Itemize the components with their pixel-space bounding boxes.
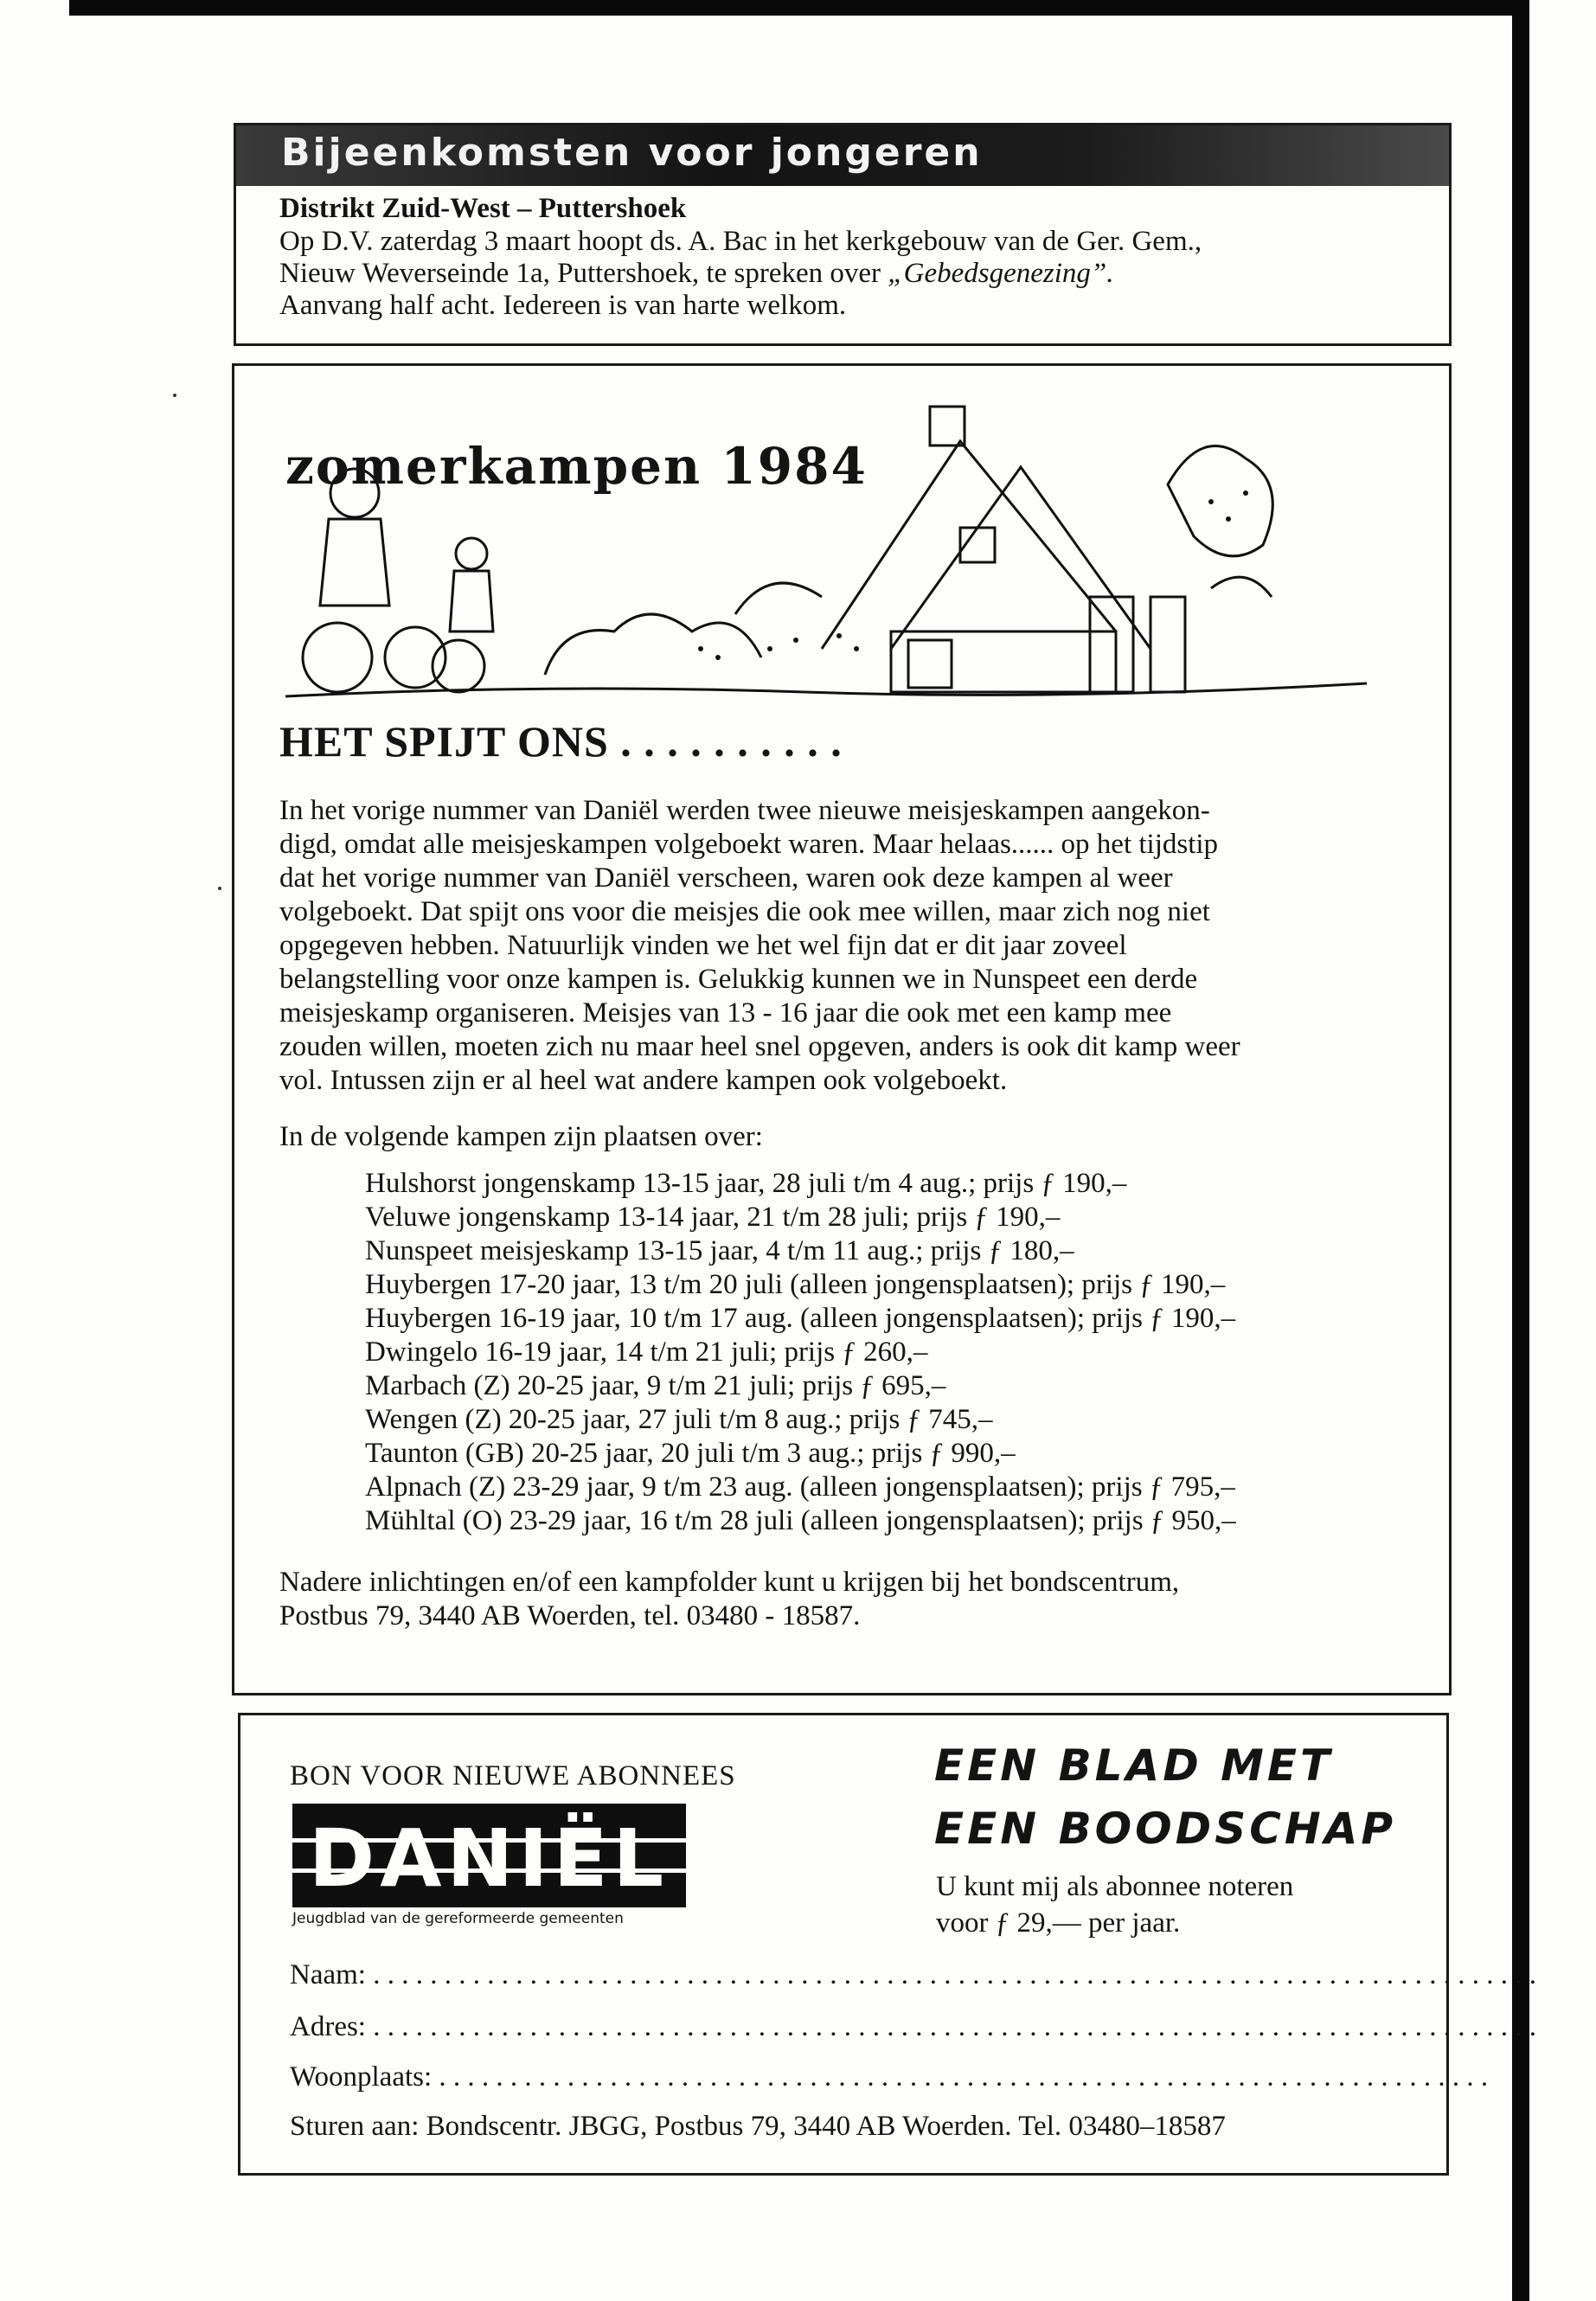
name-field[interactable]: Naam: . . . . . . . . . . . . . . . . . . . . . . . . . . . . . . . . . . . . . . . . . . . . . . . . . . . . . . . . . . . . . . . . . . . . . . . . . . . . . . . . . . [290, 1959, 1536, 1990]
coupon-heading: BON VOOR NIEUWE ABONNEES [290, 1760, 736, 1791]
camp-item: Hulshorst jongenskamp 13-15 jaar, 28 juli t/m 4 aug.; prijs ƒ 190,– [365, 1168, 1127, 1199]
paragraph-line: zouden willen, moeten zich nu maar heel snel opgeven, anders is ook dit kamp weer [279, 1031, 1240, 1062]
paragraph-line: digd, omdat alle meisjeskampen volgeboekt waren. Maar helaas...... op het tijdstip [279, 829, 1219, 860]
camp-item: Alpnach (Z) 23-29 jaar, 9 t/m 23 aug. (alleen jongensplaatsen); prijs ƒ 795,– [365, 1471, 1235, 1503]
het-spijt-ons-heading: HET SPIJT ONS . . . . . . . . . . [279, 717, 843, 766]
subscription-text-1: U kunt mij als abonnee noteren [936, 1871, 1294, 1902]
paragraph-line: opgegeven hebben. Natuurlijk vinden we het wel fijn dat er dit jaar zoveel [279, 930, 1127, 961]
scan-top-edge [69, 0, 1522, 16]
camp-item: Taunton (GB) 20-25 jaar, 20 juli t/m 3 aug.; prijs ƒ 990,– [365, 1438, 1016, 1469]
camp-item: Wengen (Z) 20-25 jaar, 27 juli t/m 8 aug.; prijs ƒ 745,– [365, 1404, 993, 1435]
paragraph-line: dat het vorige nummer van Daniël verscheen, waren ook deze kampen al weer [279, 862, 1173, 894]
scan-speck [218, 887, 221, 890]
camps-intro: In de volgende kampen zijn plaatsen over: [279, 1121, 763, 1152]
zomerkampen-title: zomerkampen 1984 [285, 437, 868, 496]
camp-item: Mühltal (O) 23-29 jaar, 16 t/m 28 juli (alleen jongensplaatsen); prijs ƒ 950,– [365, 1505, 1236, 1536]
info-line-2: Postbus 79, 3440 AB Woerden, tel. 03480 - 18587. [279, 1600, 861, 1631]
meeting-line-2: Nieuw Weverseinde 1a, Puttershoek, te spreken over „Gebedsgenezing”. [279, 258, 1114, 289]
camp-item: Marbach (Z) 20-25 jaar, 9 t/m 21 juli; prijs ƒ 695,– [365, 1370, 946, 1401]
slogan-line-1: EEN BLAD MET [934, 1740, 1334, 1791]
subscription-text-2: voor ƒ 29,— per jaar. [936, 1907, 1181, 1939]
meeting-line-3: Aanvang half acht. Iedereen is van harte welkom. [279, 290, 847, 321]
banner-title: Bijeenkomsten voor jongeren [281, 131, 983, 175]
bijeenkomsten-box [234, 123, 1452, 346]
daniel-logo-text: DANIËL [308, 1812, 670, 1905]
camp-item: Nunspeet meisjeskamp 13-15 jaar, 4 t/m 11 aug.; prijs ƒ 180,– [365, 1235, 1074, 1266]
camp-item: Dwingelo 16-19 jaar, 14 t/m 21 juli; prijs ƒ 260,– [365, 1336, 928, 1368]
city-field[interactable]: Woonplaats: . . . . . . . . . . . . . . . . . . . . . . . . . . . . . . . . . . . . . . . . . . . . . . . . . . . . . . . . . . . . . . . . . . . . . . . . . . [290, 2061, 1489, 2093]
paragraph-line: belangstelling voor onze kampen is. Gelukkig kunnen we in Nunspeet een derde [279, 964, 1198, 995]
paragraph-line: meisjeskamp organiseren. Meisjes van 13 - 16 jaar die ook met een kamp mee [279, 997, 1172, 1029]
meeting-line-1: Op D.V. zaterdag 3 maart hoopt ds. A. Bac in het kerkgebouw van de Ger. Gem., [279, 226, 1202, 257]
scan-speck [173, 394, 176, 397]
scan-right-edge [1512, 0, 1529, 2301]
slogan-line-2: EEN BOODSCHAP [934, 1804, 1397, 1854]
banner [236, 125, 1449, 186]
district-heading: Distrikt Zuid-West – Puttershoek [279, 193, 687, 224]
logo-subtitle: Jeugdblad van de gereformeerde gemeenten [292, 1910, 624, 1927]
info-line-1: Nadere inlichtingen en/of een kampfolder kunt u krijgen bij het bondscentrum, [279, 1567, 1180, 1598]
camp-item: Huybergen 17-20 jaar, 13 t/m 20 juli (alleen jongensplaatsen); prijs ƒ 190,– [365, 1269, 1226, 1300]
daniel-logo [292, 1804, 686, 1907]
paragraph-line: In het vorige nummer van Daniël werden twee nieuwe meisjeskampen aangekon- [279, 795, 1210, 826]
paragraph-line: vol. Intussen zijn er al heel wat andere kampen ook volgeboekt. [279, 1065, 1008, 1096]
camp-item: Veluwe jongenskamp 13-14 jaar, 21 t/m 28 juli; prijs ƒ 190,– [365, 1202, 1061, 1233]
paragraph-line: volgeboekt. Dat spijt ons voor die meisjes die ook mee willen, maar zich nog niet [279, 896, 1210, 927]
send-to-address: Sturen aan: Bondscentr. JBGG, Postbus 79, 3440 AB Woerden. Tel. 03480–18587 [290, 2111, 1226, 2142]
camp-item: Huybergen 16-19 jaar, 10 t/m 17 aug. (alleen jongensplaatsen); prijs ƒ 190,– [365, 1303, 1236, 1334]
address-field[interactable]: Adres: . . . . . . . . . . . . . . . . . . . . . . . . . . . . . . . . . . . . . . . . . . . . . . . . . . . . . . . . . . . . . . . . . . . . . . . . . . . . . . . . . . [290, 2011, 1536, 2042]
